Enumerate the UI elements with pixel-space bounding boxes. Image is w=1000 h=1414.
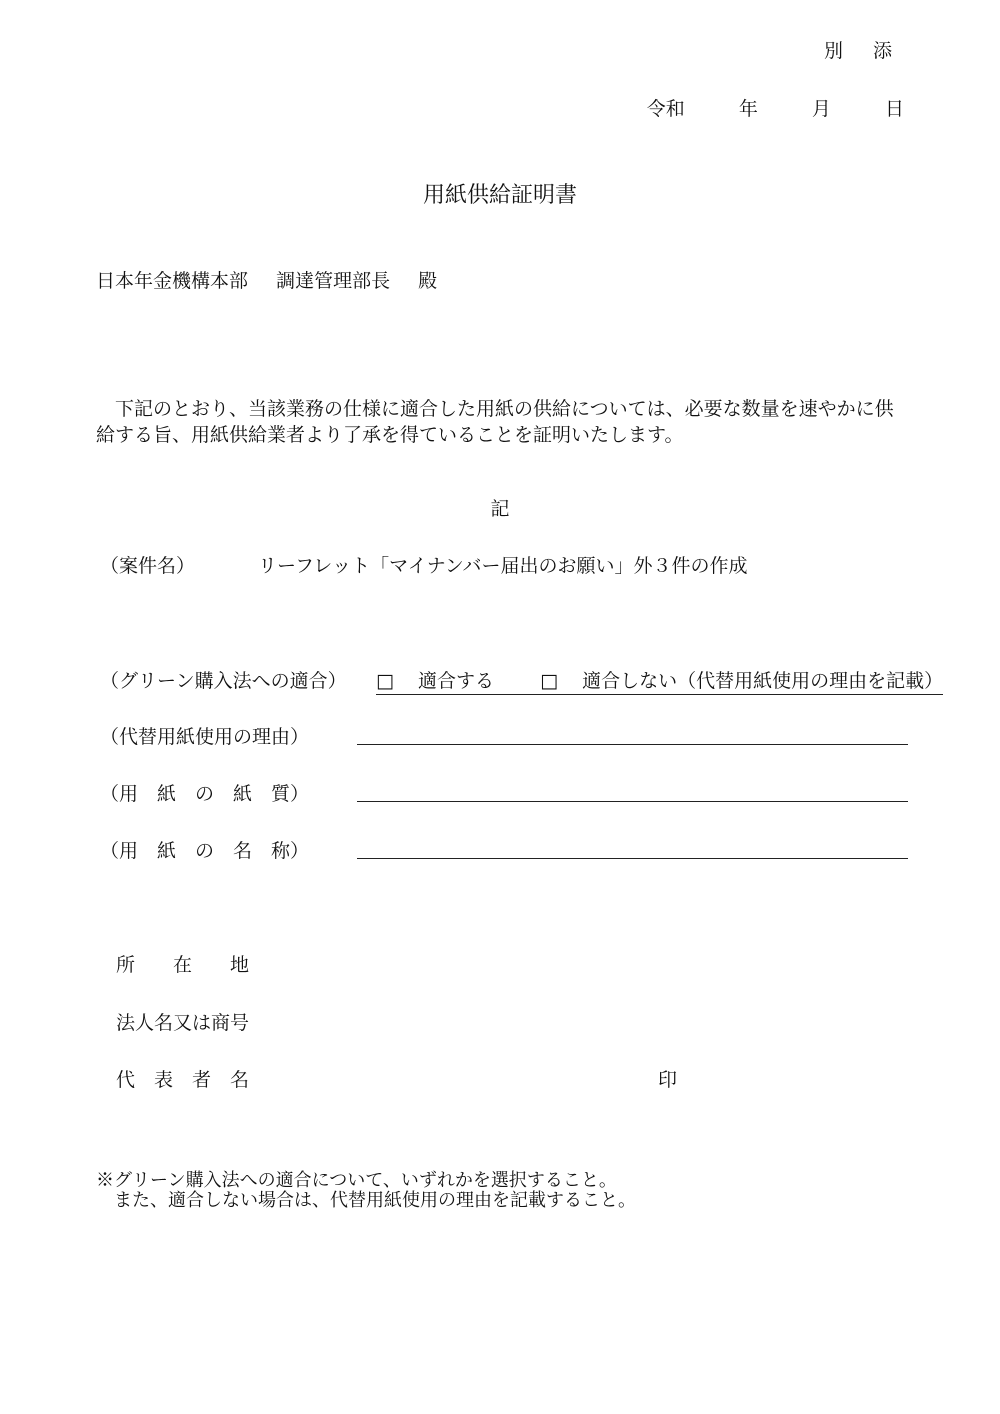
- conform-checkbox[interactable]: □: [376, 670, 394, 692]
- not-conform-option-label: 適合しない（代替用紙使用の理由を記載）: [582, 670, 944, 692]
- date-year: 年: [738, 98, 758, 120]
- paper-quality-field[interactable]: [357, 801, 908, 802]
- date-day: 日: [884, 98, 904, 120]
- alternative-reason-field[interactable]: [357, 744, 908, 745]
- not-conform-checkbox[interactable]: □: [540, 670, 559, 692]
- green-purchase-label: （グリーン購入法への適合）: [100, 670, 347, 692]
- green-purchase-options: [376, 666, 943, 695]
- certification-statement: [96, 396, 908, 448]
- addressee: [96, 266, 437, 293]
- addressee-organization: 日本年金機構本部: [96, 270, 249, 292]
- project-label: （案件名）: [100, 555, 196, 577]
- date-month: 月: [811, 98, 831, 120]
- representative-name-label: 代 表 者 名: [116, 1069, 250, 1091]
- annex-label: 別 添: [823, 40, 904, 62]
- project-name: リーフレット「マイナンバー届出のお願い」外３件の作成: [258, 555, 748, 577]
- note-line-2: また、適合しない場合は、代替用紙使用の理由を記載すること。: [114, 1190, 636, 1211]
- date-era: 令和: [646, 98, 685, 120]
- date-line: [647, 94, 904, 121]
- alternative-reason-label: （代替用紙使用の理由）: [100, 726, 310, 748]
- conform-option-label: 適合する: [418, 670, 495, 692]
- document-title: 用紙供給証明書: [422, 183, 577, 208]
- addressee-title: 調達管理部長: [276, 270, 391, 292]
- ki-heading: 記: [490, 498, 510, 520]
- paper-name-field[interactable]: [357, 858, 908, 859]
- paper-quality-label: （用 紙 の 紙 質）: [100, 783, 310, 805]
- location-label: 所 在 地: [116, 954, 250, 976]
- paper-name-label: （用 紙 の 名 称）: [100, 840, 310, 862]
- corporate-name-label: 法人名又は商号: [116, 1012, 250, 1034]
- note-line-1: ※グリーン購入法への適合について、いずれかを選択すること。: [96, 1170, 617, 1191]
- seal-mark: 印: [658, 1069, 678, 1091]
- addressee-honorific: 殿: [418, 270, 438, 292]
- certification-text: 下記のとおり、当該業務の仕様に適合した用紙の供給については、必要な数量を速やかに供給する旨、用紙供給業者より了承を得ていることを証明いたします。: [96, 398, 894, 446]
